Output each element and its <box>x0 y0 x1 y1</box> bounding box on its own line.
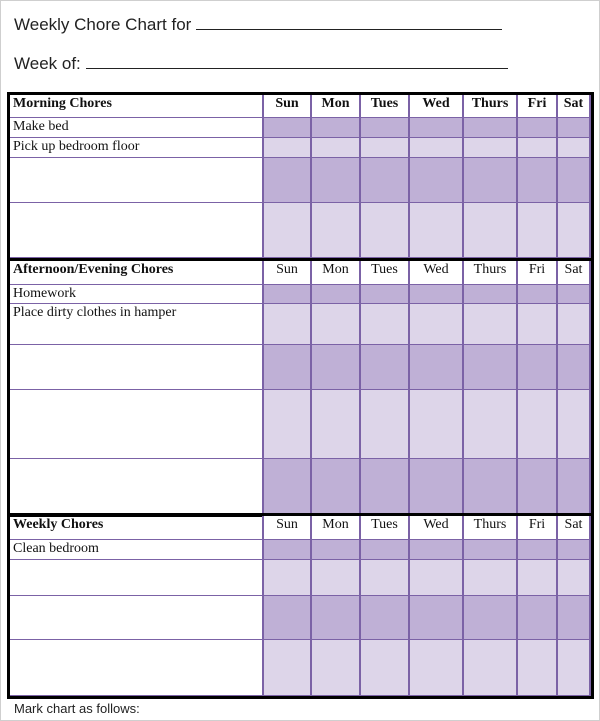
checkbox-cell-sat[interactable] <box>558 203 591 258</box>
chore-section-3 <box>7 513 594 699</box>
checkbox-cell-mon[interactable] <box>312 118 361 138</box>
checkbox-cell-sun[interactable] <box>264 138 312 158</box>
checkbox-cell-thurs[interactable] <box>464 560 518 596</box>
task-row <box>10 640 591 696</box>
checkbox-cell-mon[interactable] <box>312 540 361 560</box>
section-header-row <box>10 516 591 540</box>
task-row <box>10 345 591 390</box>
task-label: Place dirty clothes in hamper <box>10 304 264 345</box>
checkbox-cell-fri[interactable] <box>518 459 558 514</box>
task-label: Clean bedroom <box>10 540 264 560</box>
task-label <box>10 640 264 696</box>
task-label <box>10 158 264 203</box>
task-row <box>10 560 591 596</box>
chart-title-label: Weekly Chore Chart for <box>14 15 192 34</box>
task-label <box>10 596 264 640</box>
checkbox-cell-sun[interactable] <box>264 345 312 390</box>
checkbox-cell-sat[interactable] <box>558 459 591 514</box>
day-header-tues: Tues <box>361 95 410 118</box>
checkbox-cell-mon[interactable] <box>312 285 361 304</box>
checkbox-cell-mon[interactable] <box>312 304 361 345</box>
checkbox-cell-thurs[interactable] <box>464 118 518 138</box>
checkbox-cell-thurs[interactable] <box>464 540 518 560</box>
checkbox-cell-wed[interactable] <box>410 345 464 390</box>
task-label <box>10 203 264 258</box>
checkbox-cell-sun[interactable] <box>264 596 312 640</box>
day-header-wed: Wed <box>410 95 464 118</box>
checkbox-cell-thurs[interactable] <box>464 459 518 514</box>
checkbox-cell-tues[interactable] <box>361 285 410 304</box>
week-line <box>14 54 508 74</box>
task-label <box>10 345 264 390</box>
task-row <box>10 390 591 459</box>
day-header-sun: Sun <box>264 95 312 118</box>
checkbox-cell-sat[interactable] <box>558 596 591 640</box>
checkbox-cell-sun[interactable] <box>264 304 312 345</box>
checkbox-cell-fri[interactable] <box>518 596 558 640</box>
checkbox-cell-sat[interactable] <box>558 345 591 390</box>
checkbox-cell-wed[interactable] <box>410 285 464 304</box>
day-header-mon: Mon <box>312 261 361 285</box>
section-inner <box>10 261 591 514</box>
checkbox-cell-sun[interactable] <box>264 459 312 514</box>
checkbox-cell-wed[interactable] <box>410 304 464 345</box>
checkbox-cell-mon[interactable] <box>312 138 361 158</box>
checkbox-cell-mon[interactable] <box>312 596 361 640</box>
week-blank <box>86 54 508 69</box>
checkbox-cell-mon[interactable] <box>312 345 361 390</box>
checkbox-cell-thurs[interactable] <box>464 304 518 345</box>
checkbox-cell-sun[interactable] <box>264 560 312 596</box>
chore-section-1 <box>7 92 594 261</box>
checkbox-cell-fri[interactable] <box>518 304 558 345</box>
task-label <box>10 390 264 459</box>
section-inner <box>10 516 591 696</box>
task-label <box>10 459 264 514</box>
checkbox-cell-mon[interactable] <box>312 640 361 696</box>
task-label: Pick up bedroom floor <box>10 138 264 158</box>
name-blank <box>196 15 502 30</box>
checkbox-cell-mon[interactable] <box>312 203 361 258</box>
checkbox-cell-wed[interactable] <box>410 138 464 158</box>
checkbox-cell-fri[interactable] <box>518 118 558 138</box>
checkbox-cell-sat[interactable] <box>558 560 591 596</box>
title-line <box>14 15 502 35</box>
checkbox-cell-fri[interactable] <box>518 540 558 560</box>
checkbox-cell-wed[interactable] <box>410 390 464 459</box>
checkbox-cell-sat[interactable] <box>558 390 591 459</box>
day-header-sat: Sat <box>558 95 591 118</box>
checkbox-cell-sat[interactable] <box>558 640 591 696</box>
checkbox-cell-sun[interactable] <box>264 390 312 459</box>
section-title: Afternoon/Evening Chores <box>10 261 264 285</box>
checkbox-cell-fri[interactable] <box>518 203 558 258</box>
checkbox-cell-wed[interactable] <box>410 540 464 560</box>
checkbox-cell-wed[interactable] <box>410 459 464 514</box>
checkbox-cell-mon[interactable] <box>312 459 361 514</box>
checkbox-cell-wed[interactable] <box>410 158 464 203</box>
task-row <box>10 138 591 158</box>
checkbox-cell-wed[interactable] <box>410 596 464 640</box>
day-header-wed: Wed <box>410 261 464 285</box>
checkbox-cell-thurs[interactable] <box>464 158 518 203</box>
section-title: Morning Chores <box>10 95 264 118</box>
checkbox-cell-mon[interactable] <box>312 158 361 203</box>
checkbox-cell-tues[interactable] <box>361 459 410 514</box>
checkbox-cell-tues[interactable] <box>361 560 410 596</box>
day-header-tues: Tues <box>361 516 410 540</box>
checkbox-cell-sun[interactable] <box>264 158 312 203</box>
checkbox-cell-tues[interactable] <box>361 118 410 138</box>
checkbox-cell-fri[interactable] <box>518 640 558 696</box>
checkbox-cell-sun[interactable] <box>264 118 312 138</box>
checkbox-cell-thurs[interactable] <box>464 285 518 304</box>
day-header-sun: Sun <box>264 516 312 540</box>
checkbox-cell-thurs[interactable] <box>464 345 518 390</box>
checkbox-cell-tues[interactable] <box>361 596 410 640</box>
checkbox-cell-fri[interactable] <box>518 560 558 596</box>
checkbox-cell-tues[interactable] <box>361 345 410 390</box>
checkbox-cell-mon[interactable] <box>312 560 361 596</box>
chore-section-2 <box>7 258 594 517</box>
task-row <box>10 540 591 560</box>
day-header-thurs: Thurs <box>464 516 518 540</box>
task-row <box>10 285 591 304</box>
task-label: Make bed <box>10 118 264 138</box>
checkbox-cell-thurs[interactable] <box>464 640 518 696</box>
checkbox-cell-mon[interactable] <box>312 390 361 459</box>
day-header-thurs: Thurs <box>464 261 518 285</box>
section-inner <box>10 95 591 258</box>
checkbox-cell-wed[interactable] <box>410 203 464 258</box>
checkbox-cell-tues[interactable] <box>361 203 410 258</box>
day-header-tues: Tues <box>361 261 410 285</box>
checkbox-cell-tues[interactable] <box>361 640 410 696</box>
checkbox-cell-sun[interactable] <box>264 203 312 258</box>
week-of-label: Week of: <box>14 54 81 73</box>
day-header-thurs: Thurs <box>464 95 518 118</box>
checkbox-cell-thurs[interactable] <box>464 596 518 640</box>
checkbox-cell-sun[interactable] <box>264 285 312 304</box>
day-header-mon: Mon <box>312 516 361 540</box>
task-row <box>10 596 591 640</box>
checkbox-cell-sat[interactable] <box>558 158 591 203</box>
checkbox-cell-sat[interactable] <box>558 138 591 158</box>
checkbox-cell-wed[interactable] <box>410 640 464 696</box>
day-header-sun: Sun <box>264 261 312 285</box>
section-header-row <box>10 261 591 285</box>
checkbox-cell-sat[interactable] <box>558 118 591 138</box>
task-row <box>10 304 591 345</box>
task-row <box>10 158 591 203</box>
task-row <box>10 459 591 514</box>
checkbox-cell-thurs[interactable] <box>464 390 518 459</box>
day-header-fri: Fri <box>518 516 558 540</box>
checkbox-cell-sun[interactable] <box>264 640 312 696</box>
task-label: Homework <box>10 285 264 304</box>
checkbox-cell-thurs[interactable] <box>464 138 518 158</box>
task-row <box>10 118 591 138</box>
day-header-sat: Sat <box>558 516 591 540</box>
checkbox-cell-fri[interactable] <box>518 285 558 304</box>
checkbox-cell-sun[interactable] <box>264 540 312 560</box>
checkbox-cell-thurs[interactable] <box>464 203 518 258</box>
checkbox-cell-tues[interactable] <box>361 138 410 158</box>
checkbox-cell-fri[interactable] <box>518 138 558 158</box>
section-header-row <box>10 95 591 118</box>
checkbox-cell-fri[interactable] <box>518 158 558 203</box>
checkbox-cell-tues[interactable] <box>361 540 410 560</box>
task-row <box>10 203 591 258</box>
section-title: Weekly Chores <box>10 516 264 540</box>
checkbox-cell-sat[interactable] <box>558 304 591 345</box>
day-header-sat: Sat <box>558 261 591 285</box>
checkbox-cell-fri[interactable] <box>518 345 558 390</box>
day-header-fri: Fri <box>518 95 558 118</box>
checkbox-cell-tues[interactable] <box>361 390 410 459</box>
checkbox-cell-tues[interactable] <box>361 304 410 345</box>
checkbox-cell-wed[interactable] <box>410 118 464 138</box>
day-header-fri: Fri <box>518 261 558 285</box>
checkbox-cell-wed[interactable] <box>410 560 464 596</box>
checkbox-cell-sat[interactable] <box>558 540 591 560</box>
checkbox-cell-fri[interactable] <box>518 390 558 459</box>
task-label <box>10 560 264 596</box>
day-header-mon: Mon <box>312 95 361 118</box>
checkbox-cell-sat[interactable] <box>558 285 591 304</box>
day-header-wed: Wed <box>410 516 464 540</box>
footer-note: Mark chart as follows: <box>14 701 140 716</box>
checkbox-cell-tues[interactable] <box>361 158 410 203</box>
